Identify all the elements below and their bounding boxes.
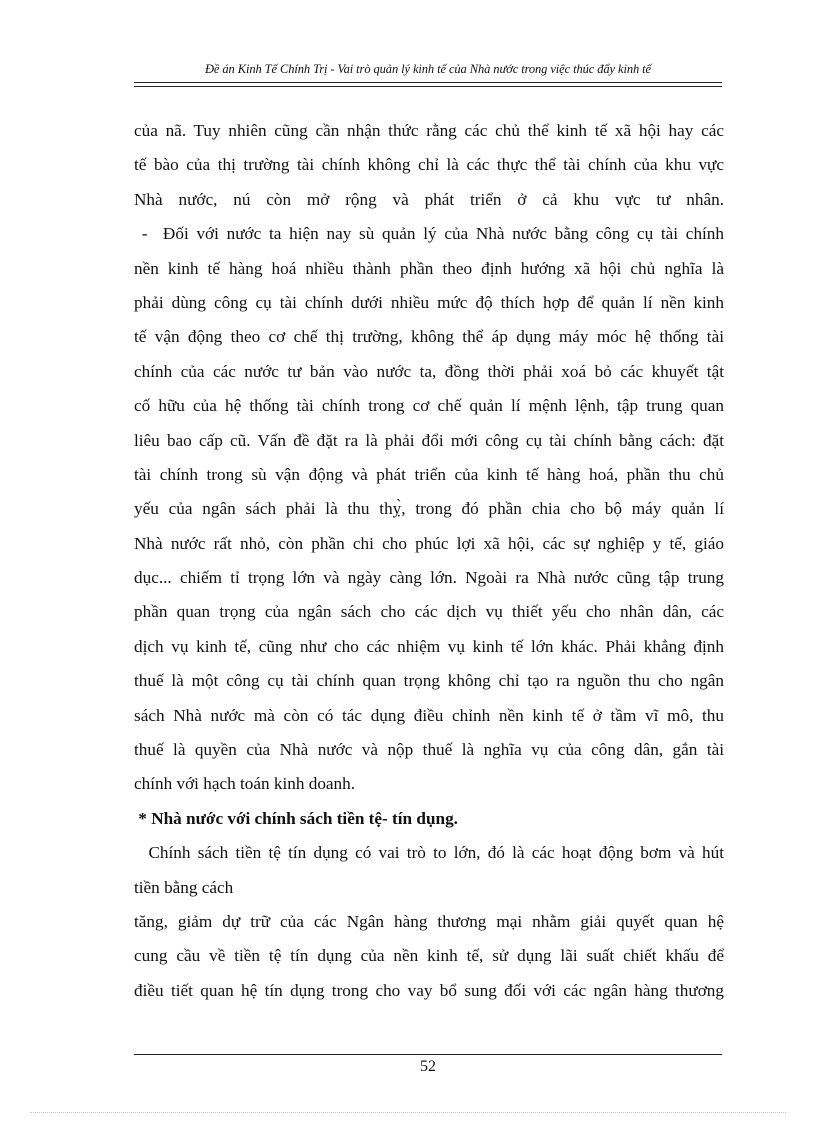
text-line: tế bào của thị trường tài chính không chỉ là các thực thể tài chính của khu vực	[134, 155, 724, 175]
text-line: tăng, giảm dự trữ của các Ngân hàng thương mại nhằm giải quyết quan hệ	[134, 911, 724, 931]
text-line: liêu bao cấp cũ. Vấn đề đặt ra là phải đổi mới công cụ tài chính bằng cách: đặt	[134, 430, 724, 450]
text-line: thuế là một công cụ tài chính quan trọng không chỉ tạo ra nguồn thu cho ngân	[134, 671, 724, 691]
text-line: cố hữu của hệ thống tài chính trong cơ chế quản lí mệnh lệnh, tập trung quan	[134, 396, 724, 416]
text-line: chính của các nước tư bản vào nước ta, đồng thời phải xoá bỏ các khuyết tật	[134, 361, 724, 381]
text-line: của nã. Tuy nhiên cũng cần nhận thức rằng các chủ thể kinh tế xã hội hay các	[134, 121, 724, 140]
running-header: Đề án Kinh Tế Chính Trị - Vai trò quản lý kinh tế của Nhà nước trong việc thúc đẩy kinh tế	[205, 62, 651, 76]
text-line: Chính sách tiền tệ tín dụng có vai trò to lớn, đó là các hoạt động bơm và hút	[134, 843, 724, 863]
text-line: thuế là quyền của Nhà nước và nộp thuế là nghĩa vụ của công dân, gắn tài	[134, 740, 724, 760]
text-line: yếu của ngân sách phải là thu thỵ̀, trong đó phần chia cho bộ máy quản lí	[134, 499, 724, 519]
page-bottom-border	[30, 1112, 786, 1113]
text-line: tiền bằng cách	[134, 877, 234, 897]
text-line: sách Nhà nước mà còn có tác dụng điều chỉnh nền kinh tế ở tầm vĩ mô, thu	[134, 705, 724, 725]
header-rule-top	[134, 82, 722, 83]
text-line: Nhà nước rất nhỏ, còn phần chi cho phúc lợi xã hội, các sự nghiệp y tế, giáo	[134, 533, 724, 553]
text-line: - Đối với nước ta hiện nay sù quản lý của Nhà nước bằng công cụ tài chính	[134, 224, 724, 244]
text-line: dịch vụ kinh tế, cũng như cho các nhiệm vụ kinh tế lớn khác. Phải khẳng định	[134, 636, 724, 656]
text-line: nền kinh tế hàng hoá nhiều thành phần theo định hướng xã hội chủ nghĩa là	[134, 258, 724, 278]
page-number: 52	[420, 1058, 436, 1075]
text-line: tế vận động theo cơ chế thị trường, không thể áp dụng máy móc hệ thống tài	[134, 327, 724, 347]
body-text	[134, 114, 724, 1008]
text-line: điều tiết quan hệ tín dụng trong cho vay bổ sung đối với các ngân hàng thương	[134, 980, 724, 1000]
text-line: Nhà nước, nú còn mở rộng và phát triển ở cả khu vực tư nhân.	[134, 189, 724, 209]
text-line: phải dùng công cụ tài chính dưới nhiều mức độ thích hợp để quản lí nền kinh	[134, 292, 724, 312]
footer-rule	[134, 1054, 722, 1055]
text-line: tài chính trong sù vận động và phát triển của kinh tế hàng hoá, phần thu chủ	[134, 464, 724, 484]
header-rule-bottom	[134, 86, 722, 87]
text-line: dục... chiếm tỉ trọng lớn và ngày càng lớn. Ngoài ra Nhà nước cũng tập trung	[134, 568, 724, 588]
text-line: chính với hạch toán kinh doanh.	[134, 774, 356, 794]
text-line: cung cầu về tiền tệ tín dụng của nền kinh tế, sử dụng lãi suất chiết khấu để	[134, 946, 724, 966]
text-line: phần quan trọng của ngân sách cho các dịch vụ thiết yếu cho nhân dân, các	[134, 602, 724, 622]
section-heading: * Nhà nước với chính sách tiền tệ- tín dụng.	[134, 808, 458, 828]
